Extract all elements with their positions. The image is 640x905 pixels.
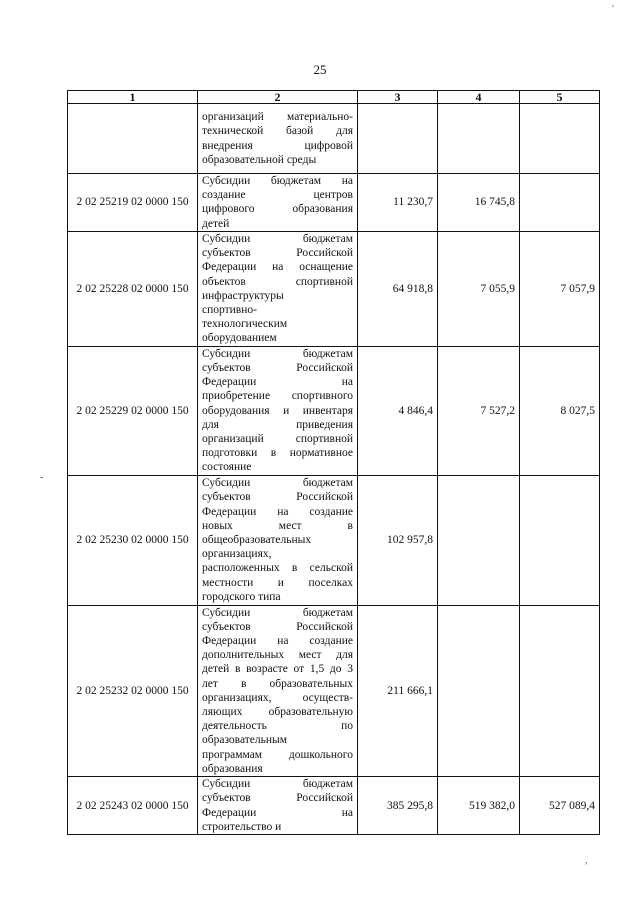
- description-line: объектов спортивной: [202, 275, 353, 288]
- description-line: организаций спортивной: [202, 433, 353, 446]
- amount-cell-col3: 385 295,8: [358, 777, 438, 835]
- budget-code: 2 02 25229 02 0000 150: [68, 346, 198, 475]
- description-line: Субсидии бюджетам: [202, 606, 353, 619]
- description-line: инфраструктуры: [202, 289, 284, 302]
- income-description: [198, 777, 358, 835]
- description-line: Субсидии бюджетам на: [202, 175, 353, 187]
- income-description: [198, 346, 358, 475]
- scan-speck: -: [40, 472, 44, 483]
- description-line: дополнительных мест для: [202, 649, 353, 662]
- description-line: организациях, осуществ-: [202, 691, 353, 704]
- description-line: лет в образовательных: [202, 677, 353, 690]
- table-row: [68, 777, 600, 835]
- description-line: образовательной среды: [202, 153, 317, 166]
- table-row: [68, 475, 600, 605]
- description-line: цифрового образования: [202, 203, 353, 216]
- budget-code: [68, 104, 198, 174]
- description-line: подготовки в нормативное: [202, 447, 353, 460]
- scan-speck: ,: [585, 855, 588, 866]
- scan-speck: ': [612, 4, 614, 15]
- description-line: детей: [202, 217, 230, 230]
- description-line: внедрения цифровой: [202, 139, 353, 152]
- amount-cell-col5: [520, 475, 600, 605]
- table-row: [68, 231, 600, 346]
- page-number: 25: [313, 62, 327, 77]
- description-line: субъектов Российской: [202, 247, 353, 260]
- amount-cell-col4: 7 055,9: [438, 231, 520, 346]
- table-row: [68, 174, 600, 232]
- description-line: Субсидии бюджетам: [202, 233, 353, 245]
- column-header-5: 5: [520, 91, 600, 104]
- description-line: Федерации на создание: [202, 505, 353, 518]
- description-line: Федерации на: [202, 806, 353, 819]
- table-row: [68, 104, 600, 174]
- description-line: организациях,: [202, 548, 272, 561]
- description-line: субъектов Российской: [202, 620, 353, 633]
- description-line: для приведения: [202, 418, 353, 431]
- amount-cell-col5: [520, 104, 600, 174]
- amount-cell-col4: 519 382,0: [438, 777, 520, 835]
- column-header-4: 4: [438, 91, 520, 104]
- amount-cell-col5: 7 057,9: [520, 231, 600, 346]
- description-line: программам дошкольного: [202, 748, 353, 761]
- amount-cell-col4: 16 745,8: [438, 174, 520, 232]
- amount-cell-col5: [520, 174, 600, 232]
- description-line: спортивно-: [202, 304, 257, 317]
- income-description: [198, 174, 358, 232]
- description-line: образования: [202, 762, 263, 775]
- column-header-3: 3: [358, 91, 438, 104]
- description-line: Федерации на создание: [202, 635, 353, 648]
- budget-code: 2 02 25219 02 0000 150: [68, 174, 198, 232]
- amount-cell-col4: [438, 605, 520, 776]
- description-line: организаций материально-: [202, 111, 353, 124]
- description-line: расположенных в сельской: [202, 562, 353, 575]
- description-line: общеобразовательных: [202, 534, 312, 547]
- column-header-2: 2: [198, 91, 358, 104]
- description-line: Федерации на: [202, 376, 353, 389]
- amount-cell-col5: 527 089,4: [520, 777, 600, 835]
- table-row: [68, 346, 600, 475]
- amount-cell-col4: [438, 104, 520, 174]
- description-line: Субсидии бюджетам: [202, 477, 353, 490]
- amount-cell-col3: 211 666,1: [358, 605, 438, 776]
- description-line: создание центров: [202, 189, 353, 202]
- income-description: [198, 231, 358, 346]
- description-line: технической базой для: [202, 125, 353, 138]
- description-line: субъектов Российской: [202, 491, 353, 504]
- description-line: технологическим: [202, 318, 288, 331]
- amount-cell-col5: 8 027,5: [520, 346, 600, 475]
- income-description: [198, 475, 358, 605]
- amount-cell-col3: 11 230,7: [358, 174, 438, 232]
- description-line: Субсидии бюджетам: [202, 778, 353, 791]
- description-line: субъектов Российской: [202, 362, 353, 375]
- budget-code: 2 02 25232 02 0000 150: [68, 605, 198, 776]
- income-description: [198, 104, 358, 174]
- description-line: местности и поселках: [202, 576, 353, 589]
- description-line: приобретение спортивного: [202, 390, 353, 403]
- table-row: [68, 605, 600, 776]
- income-description: [198, 605, 358, 776]
- description-line: городского типа: [202, 590, 281, 603]
- amount-cell-col3: [358, 104, 438, 174]
- description-line: Федерации на оснащение: [202, 261, 353, 274]
- column-header-1: 1: [68, 91, 198, 104]
- amount-cell-col3: 64 918,8: [358, 231, 438, 346]
- amount-cell-col4: 7 527,2: [438, 346, 520, 475]
- description-line: новых мест в: [202, 519, 353, 532]
- description-line: состояние: [202, 461, 252, 474]
- description-line: деятельность по: [202, 720, 353, 733]
- description-line: детей в возрасте от 1,5 до 3: [202, 663, 353, 676]
- budget-code: 2 02 25243 02 0000 150: [68, 777, 198, 835]
- budget-code: 2 02 25230 02 0000 150: [68, 475, 198, 605]
- description-line: субъектов Российской: [202, 792, 353, 805]
- description-line: оборудованием: [202, 332, 277, 345]
- description-line: строительство и: [202, 820, 282, 833]
- budget-code: 2 02 25228 02 0000 150: [68, 231, 198, 346]
- amount-cell-col3: 4 846,4: [358, 346, 438, 475]
- description-line: оборудования и инвентаря: [202, 404, 353, 417]
- description-line: образовательным: [202, 734, 288, 747]
- description-line: Субсидии бюджетам: [202, 347, 353, 360]
- budget-table: [67, 90, 600, 835]
- table-header-row: [68, 91, 600, 104]
- amount-cell-col5: [520, 605, 600, 776]
- description-line: ляющих образовательную: [202, 706, 353, 719]
- amount-cell-col4: [438, 475, 520, 605]
- amount-cell-col3: 102 957,8: [358, 475, 438, 605]
